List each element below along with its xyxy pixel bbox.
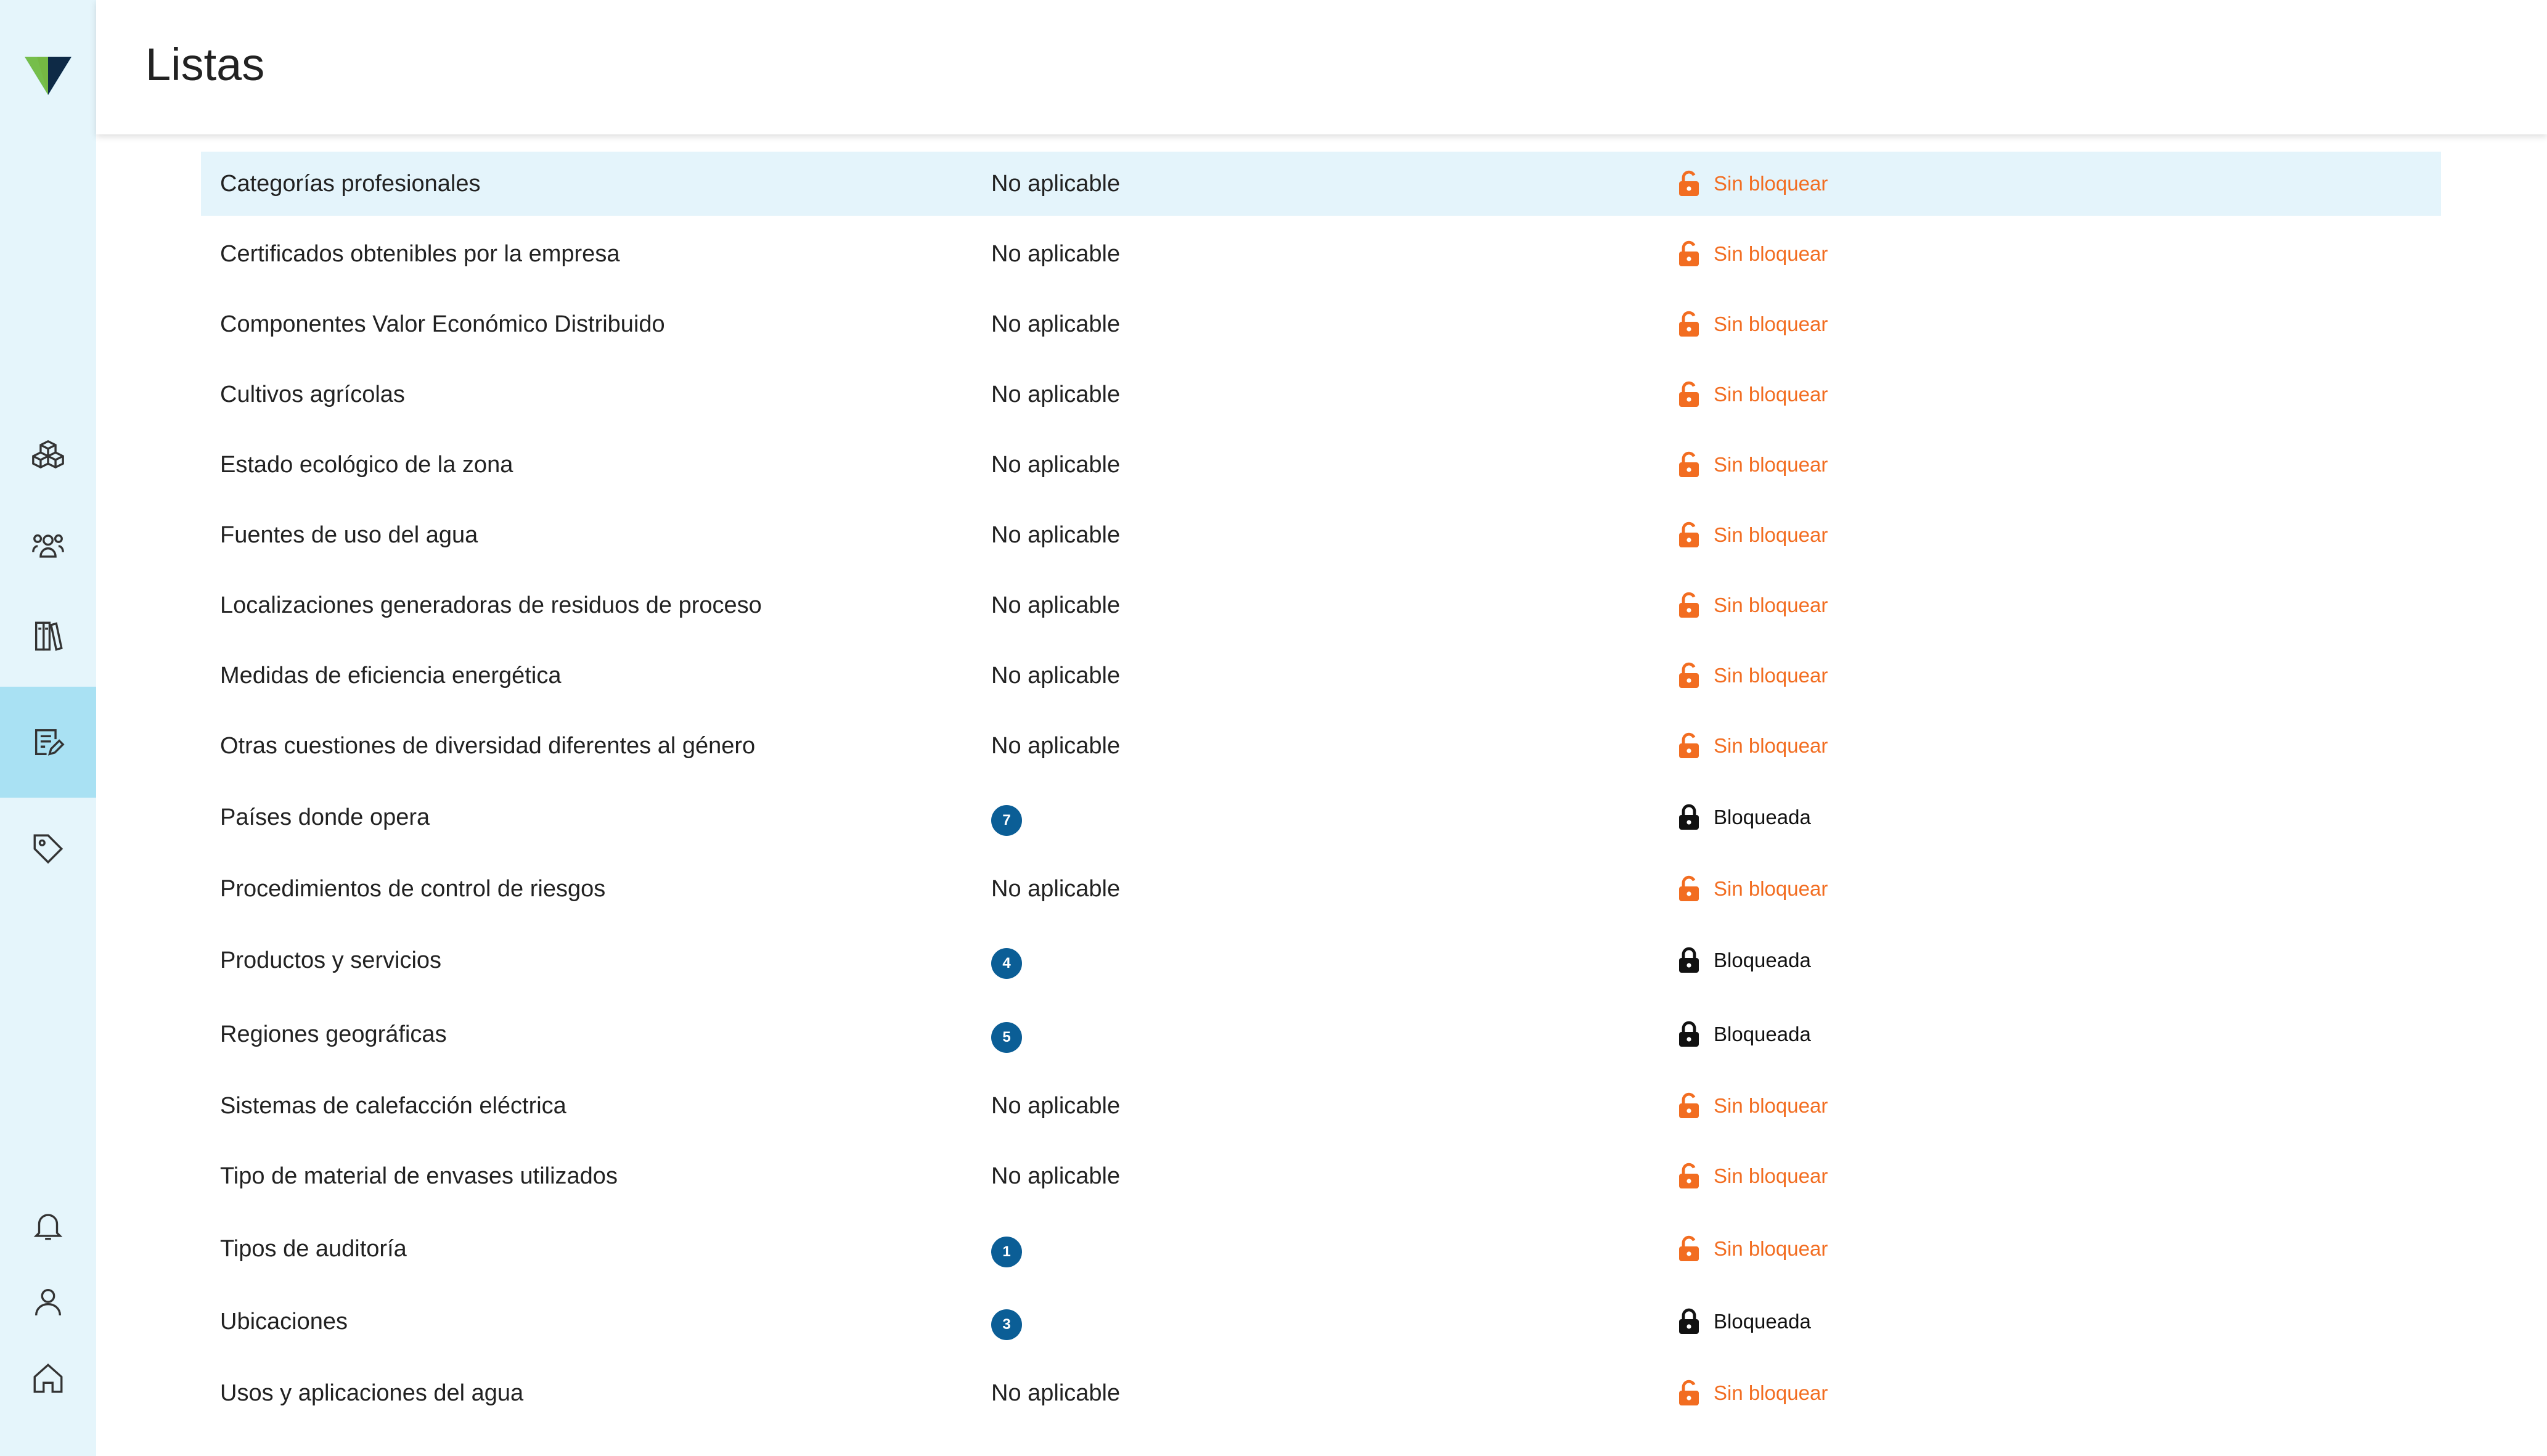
- row-name: Ubicaciones: [220, 1309, 348, 1335]
- unlock-icon: [1677, 521, 1701, 549]
- unlock-icon: [1677, 1163, 1701, 1190]
- unlock-icon: [1677, 592, 1701, 619]
- lock-status-label: Sin bloquear: [1714, 242, 1828, 265]
- lock-status[interactable]: [1677, 362, 1828, 427]
- row-name: Tipo de material de envases utilizados: [220, 1163, 618, 1189]
- unlock-icon: [1677, 381, 1701, 408]
- row-value: No aplicable: [991, 452, 1121, 478]
- home-icon: [30, 1360, 66, 1396]
- unlock-icon: [1677, 170, 1701, 197]
- lock-status-label: Bloqueada: [1714, 949, 1811, 971]
- row-name: Fuentes de uso del agua: [220, 522, 478, 548]
- count-badge: 1: [991, 1237, 1022, 1267]
- lock-status-label: Sin bloquear: [1714, 877, 1828, 900]
- lock-status-label: Bloqueada: [1714, 1310, 1811, 1333]
- row-value: No aplicable: [991, 592, 1121, 618]
- lock-status[interactable]: [1677, 1217, 1828, 1281]
- row-name: Otras cuestiones de diversidad diferentes al género: [220, 733, 756, 759]
- table-row[interactable]: [201, 222, 2441, 286]
- nav-home[interactable]: [0, 1349, 96, 1408]
- row-name: Procedimientos de control de riesgos: [220, 876, 606, 902]
- nav-lists[interactable]: [0, 687, 96, 798]
- lock-status[interactable]: [1677, 857, 1828, 921]
- lock-status[interactable]: [1677, 222, 1828, 286]
- user-icon: [30, 1284, 66, 1320]
- row-name: Estado ecológico de la zona: [220, 452, 513, 478]
- row-name: Cultivos agrícolas: [220, 382, 405, 407]
- unlock-icon: [1677, 1380, 1701, 1407]
- lock-status[interactable]: [1677, 292, 1828, 356]
- page-title: Listas: [145, 39, 265, 90]
- books-icon: [30, 618, 66, 654]
- row-name: Localizaciones generadoras de residuos de proceso: [220, 592, 762, 618]
- table-row[interactable]: [201, 928, 2441, 992]
- lock-status[interactable]: [1677, 1361, 1828, 1425]
- table-row[interactable]: [201, 1290, 2441, 1354]
- row-name: Productos y servicios: [220, 947, 442, 973]
- table-row[interactable]: [201, 503, 2441, 567]
- nav-cubes[interactable]: [0, 427, 96, 486]
- row-name: Usos y aplicaciones del agua: [220, 1380, 524, 1406]
- lock-status[interactable]: [1677, 928, 1811, 992]
- lists-table: [201, 0, 2441, 1456]
- nav-books[interactable]: [0, 607, 96, 666]
- lock-status-label: Sin bloquear: [1714, 734, 1828, 757]
- triangle-logo[interactable]: [23, 49, 73, 99]
- lock-status[interactable]: [1677, 1290, 1811, 1354]
- row-value: No aplicable: [991, 522, 1121, 548]
- nav-users[interactable]: [0, 517, 96, 576]
- row-value: No aplicable: [991, 171, 1121, 197]
- nav-profile[interactable]: [0, 1272, 96, 1331]
- lock-status[interactable]: [1677, 503, 1828, 567]
- unlock-icon: [1677, 311, 1701, 338]
- lock-status-label: Sin bloquear: [1714, 383, 1828, 406]
- unlock-icon: [1677, 451, 1701, 478]
- nav-notifications[interactable]: [0, 1196, 96, 1255]
- lock-status[interactable]: [1677, 1144, 1828, 1208]
- nav-tags[interactable]: [0, 819, 96, 878]
- lock-status-label: Sin bloquear: [1714, 1381, 1828, 1404]
- lock-status[interactable]: [1677, 152, 1828, 216]
- lock-icon: [1677, 1308, 1701, 1335]
- count-badge: 7: [991, 805, 1022, 836]
- table-row[interactable]: [201, 573, 2441, 637]
- row-name: Sistemas de calefacción eléctrica: [220, 1093, 566, 1119]
- table-row[interactable]: [201, 1074, 2441, 1138]
- table-row[interactable]: [201, 1144, 2441, 1208]
- row-name: Países donde opera: [220, 804, 430, 830]
- lock-status-label: Bloqueada: [1714, 1023, 1811, 1045]
- lock-icon: [1677, 804, 1701, 831]
- lock-status-label: Sin bloquear: [1714, 523, 1828, 546]
- row-value: No aplicable: [991, 663, 1121, 689]
- table-row[interactable]: [201, 362, 2441, 427]
- count-badge: 4: [991, 948, 1022, 979]
- edit-list-icon: [30, 724, 66, 760]
- lock-status[interactable]: [1677, 714, 1828, 778]
- unlock-icon: [1677, 1235, 1701, 1262]
- unlock-icon: [1677, 875, 1701, 902]
- lock-status-label: Sin bloquear: [1714, 1094, 1828, 1117]
- lock-status-label: Sin bloquear: [1714, 594, 1828, 616]
- table-row[interactable]: [201, 1217, 2441, 1281]
- row-value: No aplicable: [991, 733, 1121, 759]
- table-row[interactable]: [201, 1002, 2441, 1066]
- row-name: Certificados obtenibles por la empresa: [220, 241, 620, 267]
- table-row[interactable]: [201, 644, 2441, 708]
- lock-status[interactable]: [1677, 1002, 1811, 1066]
- row-value: No aplicable: [991, 241, 1121, 267]
- lock-status-label: Bloqueada: [1714, 806, 1811, 828]
- tag-icon: [30, 831, 66, 867]
- row-name: Componentes Valor Económico Distribuido: [220, 311, 665, 337]
- table-row[interactable]: [201, 857, 2441, 921]
- lock-status-label: Sin bloquear: [1714, 1237, 1828, 1260]
- row-value: No aplicable: [991, 382, 1121, 407]
- row-name: Categorías profesionales: [220, 171, 481, 197]
- table-row[interactable]: [201, 433, 2441, 497]
- unlock-icon: [1677, 240, 1701, 268]
- unlock-icon: [1677, 732, 1701, 759]
- row-value: No aplicable: [991, 311, 1121, 337]
- lock-status-label: Sin bloquear: [1714, 172, 1828, 195]
- lock-status-label: Sin bloquear: [1714, 664, 1828, 687]
- lock-status-label: Sin bloquear: [1714, 1164, 1828, 1187]
- cubes-icon: [30, 438, 66, 474]
- table-row[interactable]: [201, 714, 2441, 778]
- row-name: Tipos de auditoría: [220, 1236, 407, 1262]
- lock-icon: [1677, 1021, 1701, 1048]
- table-row[interactable]: [201, 785, 2441, 849]
- table-row[interactable]: [201, 152, 2441, 216]
- lock-status[interactable]: [1677, 433, 1828, 497]
- header: [96, 0, 2547, 134]
- bell-icon: [30, 1208, 66, 1243]
- lock-status[interactable]: [1677, 573, 1828, 637]
- lock-status[interactable]: [1677, 644, 1828, 708]
- row-value: No aplicable: [991, 876, 1121, 902]
- lock-status[interactable]: [1677, 785, 1811, 849]
- lock-status-label: Sin bloquear: [1714, 453, 1828, 476]
- sidebar: [0, 0, 96, 1456]
- lock-status[interactable]: [1677, 1074, 1828, 1138]
- table-row[interactable]: [201, 292, 2441, 356]
- users-icon: [30, 528, 66, 564]
- unlock-icon: [1677, 1092, 1701, 1119]
- count-badge: 3: [991, 1309, 1022, 1340]
- row-value: No aplicable: [991, 1163, 1121, 1189]
- table-row[interactable]: [201, 1361, 2441, 1425]
- count-badge: 5: [991, 1022, 1022, 1053]
- row-name: Medidas de eficiencia energética: [220, 663, 562, 689]
- row-name: Regiones geográficas: [220, 1021, 447, 1047]
- lock-icon: [1677, 947, 1701, 974]
- row-value: No aplicable: [991, 1380, 1121, 1406]
- lock-status-label: Sin bloquear: [1714, 313, 1828, 335]
- row-value: No aplicable: [991, 1093, 1121, 1119]
- unlock-icon: [1677, 662, 1701, 689]
